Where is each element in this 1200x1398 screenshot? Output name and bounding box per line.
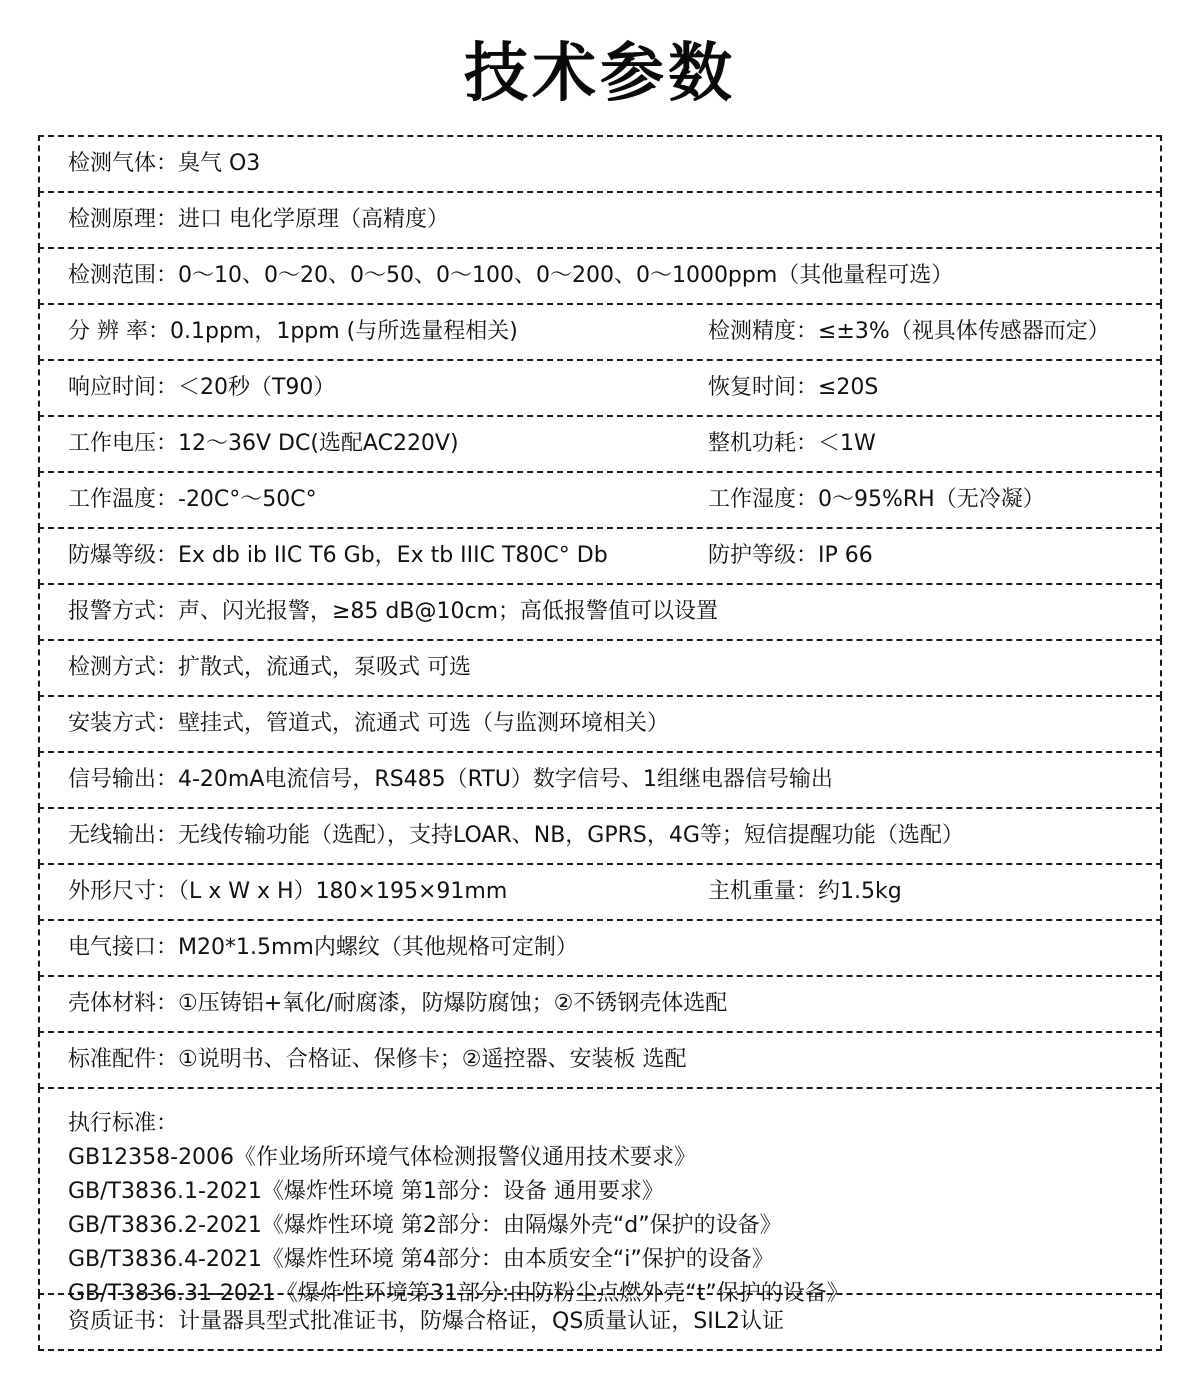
spec-row-response-recovery <box>38 359 1162 417</box>
page-title: 技术参数 <box>464 36 736 111</box>
spec-cell-response-time: 响应时间：＜20秒（T90） <box>68 374 336 400</box>
spec-text: 电气接口：M20*1.5mm内螺纹（其他规格可定制） <box>68 934 578 960</box>
spec-cell-voltage: 工作电压：12～36V DC(选配AC220V) <box>68 430 459 456</box>
spec-row-electrical-interface <box>38 919 1162 977</box>
spec-text: 检测范围：0～10、0～20、0～50、0～100、0～200、0～1000ppm（其他量程可选） <box>68 262 954 288</box>
spec-cell-explosion-rating: 防爆等级：Ex db ib IIC T6 Gb，Ex tb IIIC T80C° Db <box>68 542 608 568</box>
spec-row-principle <box>38 191 1162 249</box>
standard-line: GB12358-2006《作业场所环境气体检测报警仪通用技术要求》 <box>68 1145 697 1170</box>
standard-line: GB/T3836.4-2021《爆炸性环境 第4部分：由本质安全“i”保护的设备》 <box>68 1247 774 1272</box>
spec-text: 信号输出：4-20mA电流信号，RS485（RTU）数字信号、1组继电器信号输出 <box>68 766 833 792</box>
spec-row-gas <box>38 135 1162 193</box>
spec-cell-resolution: 分 辨 率：0.1ppm，1ppm (与所选量程相关) <box>68 318 518 344</box>
spec-row-explosion-ip <box>38 527 1162 585</box>
spec-cell-accuracy: 检测精度：≤±3%（视具体传感器而定） <box>708 318 1110 344</box>
spec-row-wireless <box>38 807 1162 865</box>
spec-text: 资质证书：计量器具型式批准证书，防爆合格证，QS质量认证，SIL2认证 <box>68 1308 784 1334</box>
spec-row-signal-output <box>38 751 1162 809</box>
spec-row-housing-material <box>38 975 1162 1033</box>
spec-row-dimensions-weight <box>38 863 1162 921</box>
spec-text: 壳体材料：①压铸铝+氧化/耐腐漆，防爆防腐蚀；②不锈钢壳体选配 <box>68 990 728 1016</box>
spec-row-installation <box>38 695 1162 753</box>
spec-row-voltage-power <box>38 415 1162 473</box>
spec-text: 无线输出：无线传输功能（选配），支持LOAR、NB，GPRS，4G等；短信提醒功能（选配） <box>68 822 964 848</box>
spec-text: 标准配件：①说明书、合格证、保修卡；②遥控器、安装板 选配 <box>68 1046 687 1072</box>
standard-line: GB/T3836.2-2021《爆炸性环境 第2部分：由隔爆外壳“d”保护的设备》 <box>68 1213 782 1238</box>
spec-table <box>38 135 1162 1351</box>
standard-line: GB/T3836.31-2021《爆炸性环境第31部分:由防粉尘点燃外壳“t”保护的设备》 <box>68 1281 849 1306</box>
spec-cell-dimensions: 外形尺寸：（L x W x H）180×195×91mm <box>68 878 508 904</box>
spec-row-standards <box>38 1087 1162 1306</box>
spec-text: 检测方式：扩散式，流通式，泵吸式 可选 <box>68 654 471 680</box>
spec-row-range <box>38 247 1162 305</box>
standards-label: 执行标准： <box>68 1111 179 1136</box>
spec-cell-ip-rating: 防护等级：IP 66 <box>708 542 873 568</box>
spec-text: 报警方式：声、闪光报警，≥85 dB@10cm；高低报警值可以设置 <box>68 598 719 624</box>
spec-cell-temperature: 工作温度：-20C°～50C° <box>68 486 317 512</box>
spec-cell-power: 整机功耗：＜1W <box>708 430 876 456</box>
spec-row-detection-mode <box>38 639 1162 697</box>
spec-row-alarm <box>38 583 1162 641</box>
spec-row-resolution-accuracy <box>38 303 1162 361</box>
spec-cell-weight: 主机重量：约1.5kg <box>708 878 902 904</box>
spec-row-accessories <box>38 1031 1162 1089</box>
spec-cell-recovery-time: 恢复时间：≤20S <box>708 374 879 400</box>
spec-cell-humidity: 工作湿度：0～95%RH（无冷凝） <box>708 486 1045 512</box>
spec-text: 安装方式：壁挂式，管道式，流通式 可选（与监测环境相关） <box>68 710 669 736</box>
spec-row-temp-humidity <box>38 471 1162 529</box>
spec-text: 检测气体：臭气 O3 <box>68 150 261 176</box>
spec-text: 检测原理：进口 电化学原理（高精度） <box>68 206 449 232</box>
standard-line: GB/T3836.1-2021《爆炸性环境 第1部分：设备 通用要求》 <box>68 1179 664 1204</box>
